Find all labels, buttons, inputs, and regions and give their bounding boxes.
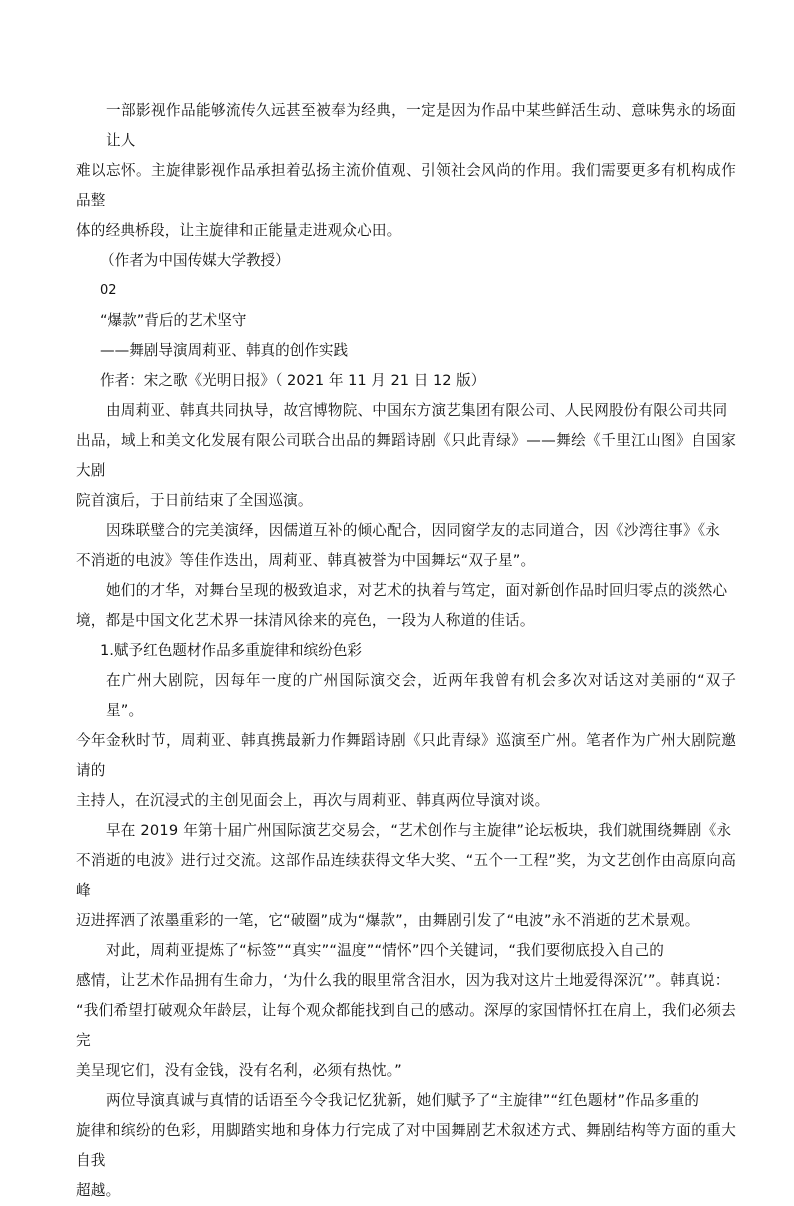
article-title: “爆款”背后的艺术坚守	[100, 312, 247, 329]
text-line: 早在 2019 年第十届广州国际演艺交易会，“艺术创作与主旋律”论坛板块，我们就围绕舞剧《永	[106, 822, 732, 839]
text-line: 不消逝的电波》进行过交流。这部作品连续获得文华大奖、“五个一工程”奖，为文艺创作由高原向高峰	[76, 852, 736, 899]
text-line: 主持人，在沉浸式的主创见面会上，再次与周莉亚、韩真两位导演对谈。	[76, 792, 550, 809]
body-paragraph	[76, 666, 736, 816]
body-paragraph	[76, 576, 736, 636]
text-line: 对此，周莉亚提炼了“标签”“真实”“温度”“情怀”四个关键词，“我们要彻底投入自己的	[106, 942, 665, 959]
text-line: 感情，让艺术作品拥有生命力，‘为什么我的眼里常含泪水，因为我对这片土地爱得深沉’”。韩真说：	[76, 972, 730, 989]
text-line: 迈进挥洒了浓墨重彩的一笔，它“破圈”成为“爆款”，由舞剧引发了“电波”永不消逝的艺术景观。	[76, 912, 700, 929]
text-line: 境，都是中国文化艺术界一抹清风徐来的亮色，一段为人称道的佳话。	[76, 612, 535, 629]
text-line: 在广州大剧院，因每年一度的广州国际演交会，近两年我曾有机会多次对话这对美丽的“双子星”。	[106, 672, 736, 719]
body-paragraph	[76, 936, 736, 1086]
text-line: 今年金秋时节，周莉亚、韩真携最新力作舞蹈诗剧《只此青绿》巡演至广州。笔者作为广州大剧院邀请的	[76, 732, 736, 779]
body-paragraph	[76, 1086, 736, 1206]
body-paragraph	[76, 396, 736, 516]
author-note: （作者为中国传媒大学教授）	[100, 252, 290, 269]
document-page	[76, 96, 736, 1206]
text-line: 超越。	[76, 1182, 121, 1199]
text-line: 她们的才华，对舞台呈现的极致追求，对艺术的执着与笃定，面对新创作品时回归零点的淡然心	[106, 582, 728, 599]
text-line: 一部影视作品能够流传久远甚至被奉为经典，一定是因为作品中某些鲜活生动、意味隽永的场面让人	[106, 102, 736, 149]
byline: 作者：宋之歌《光明日报》（ 2021 年 11 月 21 日 12 版）	[100, 372, 486, 389]
text-line: 体的经典桥段，让主旋律和正能量走进观众心田。	[76, 222, 402, 239]
section-heading: 1.赋予红色题材作品多重旋律和缤纷色彩	[100, 642, 363, 659]
text-line: 美呈现它们，没有金钱，没有名利，必须有热忱。”	[76, 1062, 402, 1079]
text-line: 由周莉亚、韩真共同执导，故宫博物院、中国东方演艺集团有限公司、人民网股份有限公司共同	[106, 402, 728, 419]
text-line: 因珠联璧合的完美演绎，因儒道互补的倾心配合，因同窗学友的志同道合，因《沙湾往事》《永	[106, 522, 721, 539]
text-line: 难以忘怀。主旋律影视作品承担着弘扬主流价值观、引领社会风尚的作用。我们需要更多有机构成作品整	[76, 162, 736, 209]
text-line: 不消逝的电波》等佳作迭出，周莉亚、韩真被誉为中国舞坛“双子星”。	[76, 552, 536, 569]
body-paragraph	[76, 816, 736, 936]
text-line: 院首演后，于日前结束了全国巡演。	[76, 492, 313, 509]
intro-paragraph	[76, 96, 736, 246]
section-number: 02	[100, 283, 117, 298]
article-subtitle: ——舞剧导演周莉亚、韩真的创作实践	[100, 342, 349, 359]
body-paragraph	[76, 516, 736, 576]
text-line: 旋律和缤纷的色彩，用脚踏实地和身体力行完成了对中国舞剧艺术叙述方式、舞剧结构等方面的重大自我	[76, 1122, 736, 1169]
text-line: 两位导演真诚与真情的话语至今令我记忆犹新，她们赋予了“主旋律”“红色题材”作品多重的	[106, 1092, 700, 1109]
text-line: “我们希望打破观众年龄层，让每个观众都能找到自己的感动。深厚的家国情怀扛在肩上，我们必须去完	[76, 1002, 736, 1049]
text-line: 出品，域上和美文化发展有限公司联合出品的舞蹈诗剧《只此青绿》——舞绘《千里江山图》自国家大剧	[76, 432, 736, 479]
